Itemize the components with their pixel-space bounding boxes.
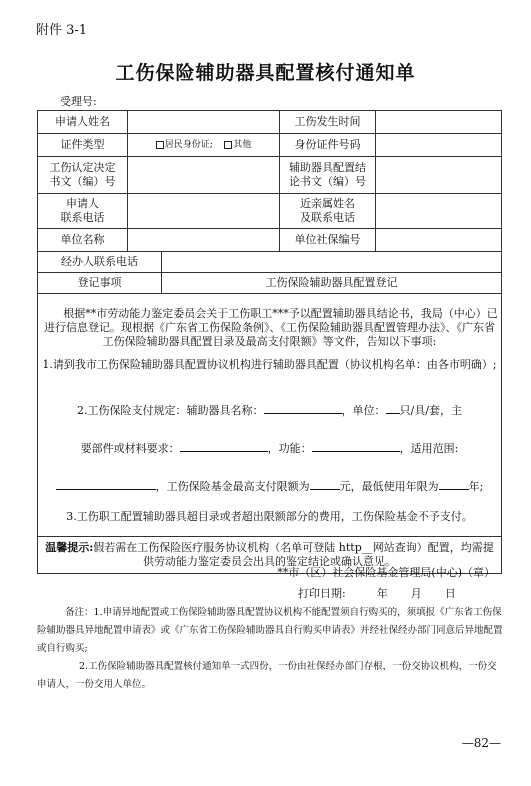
notice-section bbox=[38, 294, 502, 537]
issuing-agency: **市（区）社会保险基金管理局(中心)（章） bbox=[277, 566, 495, 579]
other-id-option: 其他 bbox=[233, 140, 252, 150]
min-years-blank[interactable] bbox=[439, 478, 469, 490]
item2-device-name-label: 2.工伤保险支付规定：辅助器具名称： bbox=[77, 403, 264, 417]
applicant-name-field[interactable] bbox=[128, 111, 280, 134]
print-date-label: 打印日期: bbox=[298, 587, 346, 600]
conclusion-doc-label bbox=[280, 157, 376, 194]
conclusion-doc-label-line2: 论书文（编）号 bbox=[289, 175, 366, 188]
conclusion-doc-label-line1: 辅助器具配置结 bbox=[289, 161, 366, 174]
print-month: 月 bbox=[410, 587, 422, 600]
remark-1: 备注：1.申请异地配置或工伤保险辅助器具配置协议机构不能配置须自行购买的，须填报《广东省工伤保险辅助器具异地配置申请表》或《广东省工伤保险辅助器具自行购买申请表》并经社保经办部门同意后异地配置或自行购买; bbox=[37, 607, 503, 654]
item2-unit-label: ，单位： bbox=[341, 403, 386, 417]
unit-blank[interactable] bbox=[386, 402, 400, 414]
material-blank[interactable] bbox=[180, 440, 268, 452]
determination-doc-label-line1: 工伤认定决定 bbox=[49, 161, 116, 174]
item2-year-unit: 年; bbox=[468, 479, 484, 493]
attachment-label: 附件 3-1 bbox=[36, 23, 88, 38]
applicant-phone-label-line1: 申请人 bbox=[66, 197, 99, 210]
item2-material-label: 要部件或材料要求： bbox=[80, 441, 180, 455]
notice-form-table bbox=[37, 110, 502, 574]
notice-intro: 根据**市劳动能力鉴定委员会关于工伤职工***予以配置辅助器具结论书，我局（中心）已进行信息登记。现根据《广东省工伤保险条例》、《工伤保险辅助器具配置管理办法》、《广东省工伤保险辅助器具配置目录及最高支付限额》等文件，告知以下事项: bbox=[44, 306, 498, 348]
relative-label-line2: 及联系电话 bbox=[300, 211, 355, 224]
id-number-field[interactable] bbox=[376, 134, 502, 157]
handler-phone-label: 经办人联系电话 bbox=[38, 252, 162, 273]
registration-label: 登记事项 bbox=[38, 273, 162, 294]
registration-value: 工伤保险辅助器具配置登记 bbox=[162, 273, 502, 294]
unit-insurance-field[interactable] bbox=[376, 229, 502, 252]
applicant-phone-label bbox=[38, 194, 128, 229]
scope-blank[interactable] bbox=[56, 478, 156, 490]
limit-amount-blank[interactable] bbox=[310, 478, 340, 490]
item2-years-label: 元，最低使用年限为 bbox=[339, 479, 439, 493]
id-type-label: 证件类型 bbox=[38, 134, 128, 157]
print-date bbox=[298, 585, 456, 601]
other-id-checkbox[interactable] bbox=[224, 141, 232, 149]
relative-field[interactable] bbox=[376, 194, 502, 229]
print-day: 日 bbox=[444, 587, 456, 600]
handler-phone-field[interactable] bbox=[162, 252, 502, 273]
injury-time-label: 工伤发生时间 bbox=[280, 111, 376, 134]
notice-item-2 bbox=[40, 402, 499, 420]
id-number-label: 身份证件号码 bbox=[280, 134, 376, 157]
unit-name-label: 单位名称 bbox=[38, 229, 128, 252]
print-year: 年 bbox=[376, 587, 388, 600]
notice-item-2-line3 bbox=[40, 478, 499, 496]
determination-doc-label-line2: 书文（编）号 bbox=[49, 175, 116, 188]
applicant-name-label: 申请人姓名 bbox=[38, 111, 128, 134]
determination-doc-label bbox=[38, 157, 128, 194]
tip-text: 假若需在工伤保险医疗服务协议机构（名单可登陆 http__网站查询）配置，均需提供劳动能力鉴定委员会出具的鉴定结论或确认意见。 bbox=[93, 541, 494, 568]
tip-label: 温馨提示: bbox=[45, 541, 94, 554]
relative-label-line1: 近亲属姓名 bbox=[300, 197, 355, 210]
notice-item-2-line2 bbox=[40, 440, 499, 458]
page-title: 工伤保险辅助器具配置核付通知单 bbox=[115, 62, 416, 84]
resident-id-option: 居民身份证; bbox=[164, 140, 213, 150]
injury-time-field[interactable] bbox=[376, 111, 502, 134]
notice-item-1: 1.请到我市工伤保险辅助器具配置协议机构进行辅助器具配置（协议机构名单：由各市明确）; bbox=[42, 357, 497, 371]
function-blank[interactable] bbox=[312, 440, 400, 452]
resident-id-checkbox[interactable] bbox=[156, 141, 164, 149]
page-number: —82— bbox=[461, 736, 501, 750]
item2-unit-options: 只/具/套，主 bbox=[399, 403, 462, 417]
item2-limit-label: ，工伤保险基金最高支付限额为 bbox=[155, 479, 310, 493]
item2-scope-label: ，适用范围: bbox=[399, 441, 459, 455]
applicant-phone-field[interactable] bbox=[128, 194, 280, 229]
applicant-phone-label-line2: 联系电话 bbox=[60, 211, 105, 224]
unit-name-field[interactable] bbox=[128, 229, 280, 252]
relative-label bbox=[280, 194, 376, 229]
receipt-number-label: 受理号: bbox=[60, 95, 97, 108]
device-name-blank[interactable] bbox=[264, 402, 342, 414]
remark-2: 2.工伤保险辅助器具配置核付通知单一式四份，一份由社保经办部门存根，一份交协议机构，一份交申请人，一份交用人单位。 bbox=[37, 661, 497, 690]
notice-item-3: 3.工伤职工配置辅助器具超目录或者超出限额部分的费用，工伤保险基金不予支付。 bbox=[66, 509, 473, 523]
unit-insurance-label: 单位社保编号 bbox=[280, 229, 376, 252]
conclusion-doc-field[interactable] bbox=[376, 157, 502, 194]
item2-function-label: ，功能： bbox=[267, 441, 312, 455]
remarks bbox=[37, 604, 503, 694]
id-type-options bbox=[128, 134, 280, 157]
determination-doc-field[interactable] bbox=[128, 157, 280, 194]
